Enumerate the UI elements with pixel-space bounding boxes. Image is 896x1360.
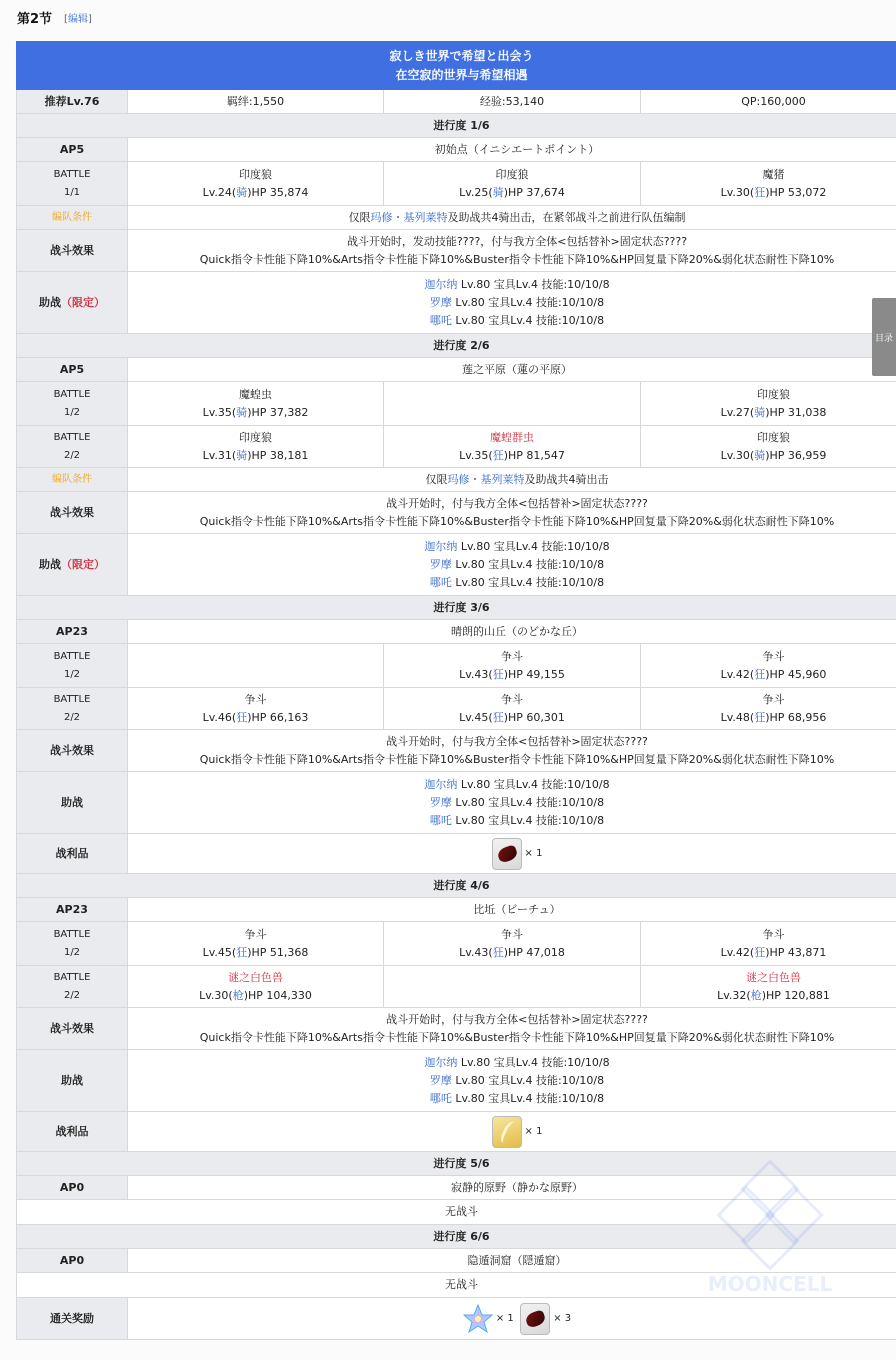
- ap-cost: AP23: [17, 620, 128, 644]
- progress-header: 进行度 4/6: [17, 874, 896, 898]
- progress-header: 进行度 5/6: [17, 1152, 896, 1176]
- loot-label: 战利品: [17, 834, 128, 874]
- enemy-cell: 谜之白色兽 Lv.30(枪)HP 104,330: [128, 966, 384, 1008]
- servant-link[interactable]: 罗摩: [429, 1073, 452, 1087]
- servant-link[interactable]: 哪吒: [429, 1091, 452, 1105]
- ap-cost: AP5: [17, 358, 128, 382]
- formation-label: 编队条件: [17, 468, 128, 492]
- support-list: [128, 772, 896, 834]
- support-label: 助战（限定）: [17, 534, 128, 596]
- servant-link[interactable]: 哪吒: [429, 813, 452, 827]
- battle-effect: 战斗开始时，付与我方全体<包括替补>固定状态???? Quick指令卡性能下降10%&Arts指令卡性能下降10%&Buster指令卡性能下降10%&HP回复量下降20%&弱化状态耐性下降10%: [128, 1008, 896, 1050]
- support-servant: 迦尔纳 Lv.80 宝具Lv.4 技能:10/10/8: [424, 539, 610, 553]
- battle-effect: 战斗开始时，发动技能????，付与我方全体<包括替补>固定状态???? Quick指令卡性能下降10%&Arts指令卡性能下降10%&Buster指令卡性能下降10%&HP回复量下降20%&弱化状态耐性下降10%: [128, 230, 896, 272]
- support-servant: 迦尔纳 Lv.80 宝具Lv.4 技能:10/10/8: [424, 777, 610, 791]
- ap-cost: AP0: [17, 1176, 128, 1200]
- quest-banner: [17, 42, 896, 90]
- quest-title-cn: 在空寂的世界与希望相遇: [395, 67, 528, 82]
- edit-link[interactable]: [编辑]: [64, 13, 92, 25]
- no-battle-text: 无战斗: [17, 1273, 896, 1298]
- support-list: [128, 534, 896, 596]
- location-name: 寂静的原野（静かな原野）: [128, 1176, 896, 1200]
- effect-label: 战斗效果: [17, 492, 128, 534]
- ap-cost: AP23: [17, 898, 128, 922]
- location-name: 隐遁洞窟（隠遁窟）: [128, 1249, 896, 1273]
- enemy-cell: 魔猪 Lv.30(狂)HP 53,072: [641, 162, 896, 206]
- battle-label: BATTLE 2/2: [17, 426, 128, 468]
- support-label: 助战（限定）: [17, 272, 128, 334]
- servant-link[interactable]: 哪吒: [429, 575, 452, 589]
- ap-cost: AP0: [17, 1249, 128, 1273]
- location-name: 比坵（ビーチュ）: [128, 898, 896, 922]
- support-label: 助战: [17, 1050, 128, 1112]
- support-servant: 哪吒 Lv.80 宝具Lv.4 技能:10/10/8: [429, 313, 605, 327]
- battle-label: BATTLE 1/1: [17, 162, 128, 206]
- formation-label: 编队条件: [17, 206, 128, 230]
- enemy-cell: 谜之白色兽 Lv.32(枪)HP 120,881: [641, 966, 896, 1008]
- exp-value: 经验:53,140: [384, 90, 641, 114]
- formation-condition: 仅限玛修・基列莱特及助战共4骑出击，在紧邻战斗之前进行队伍编制: [128, 206, 896, 230]
- enemy-cell: 争斗 Lv.45(狂)HP 51,368: [128, 922, 384, 966]
- battle-label: BATTLE 1/2: [17, 922, 128, 966]
- support-servant: 罗摩 Lv.80 宝具Lv.4 技能:10/10/8: [429, 295, 605, 309]
- no-battle-text: 无战斗: [17, 1200, 896, 1225]
- section-title: 第2节: [17, 11, 53, 27]
- servant-link[interactable]: 哪吒: [429, 313, 452, 327]
- servant-link[interactable]: 迦尔纳: [424, 277, 458, 291]
- loot-list: × 1: [128, 834, 896, 874]
- quest-title-jp: 寂しき世界で希望と出会う: [389, 48, 534, 63]
- progress-header: 进行度 3/6: [17, 596, 896, 620]
- enemy-cell: 印度狼 Lv.27(骑)HP 31,038: [641, 382, 896, 426]
- bond-value: 羁绊:1,550: [128, 90, 384, 114]
- progress-header: 进行度 2/6: [17, 334, 896, 358]
- enemy-cell: 争斗 Lv.48(狂)HP 68,956: [641, 688, 896, 730]
- servant-link[interactable]: 罗摩: [429, 795, 452, 809]
- enemy-cell: 争斗 Lv.42(狂)HP 43,871: [641, 922, 896, 966]
- location-name: 初始点（イニシエートポイント）: [128, 138, 896, 162]
- progress-header: 进行度 1/6: [17, 114, 896, 138]
- support-label: 助战: [17, 772, 128, 834]
- support-list: [128, 272, 896, 334]
- location-name: 晴朗的山丘（のどかな丘）: [128, 620, 896, 644]
- enemy-cell: 印度狼 Lv.31(骑)HP 38,181: [128, 426, 384, 468]
- servant-link[interactable]: 迦尔纳: [424, 539, 458, 553]
- feather-item-icon[interactable]: [492, 1116, 522, 1148]
- battle-label: BATTLE 1/2: [17, 644, 128, 688]
- section-heading: [17, 7, 92, 27]
- support-servant: 罗摩 Lv.80 宝具Lv.4 技能:10/10/8: [429, 1073, 605, 1087]
- loot-label: 战利品: [17, 1112, 128, 1152]
- claw-item-icon[interactable]: [520, 1303, 550, 1335]
- servant-link[interactable]: 罗摩: [429, 557, 452, 571]
- formation-condition: 仅限玛修・基列莱特及助战共4骑出击: [128, 468, 896, 492]
- servant-link[interactable]: 罗摩: [429, 295, 452, 309]
- quest-info-row: [17, 90, 896, 114]
- effect-label: 战斗效果: [17, 230, 128, 272]
- loot-list: × 1: [128, 1112, 896, 1152]
- toc-toggle-button[interactable]: 目录: [872, 298, 896, 376]
- support-servant: 迦尔纳 Lv.80 宝具Lv.4 技能:10/10/8: [424, 1055, 610, 1069]
- enemy-cell: 争斗 Lv.42(狂)HP 45,960: [641, 644, 896, 688]
- servant-link[interactable]: 玛修・基列莱特: [370, 210, 448, 224]
- enemy-cell: 争斗 Lv.43(狂)HP 47,018: [384, 922, 641, 966]
- qp-value: QP:160,000: [641, 90, 896, 114]
- clear-reward-label: 通关奖励: [17, 1298, 128, 1340]
- claw-item-icon[interactable]: [492, 838, 522, 870]
- clear-reward-list: × 1 × 3: [128, 1298, 896, 1340]
- ap-cost: AP5: [17, 138, 128, 162]
- support-servant: 哪吒 Lv.80 宝具Lv.4 技能:10/10/8: [429, 813, 605, 827]
- servant-link[interactable]: 迦尔纳: [424, 777, 458, 791]
- servant-link[interactable]: 玛修・基列莱特: [447, 472, 525, 486]
- support-servant: 罗摩 Lv.80 宝具Lv.4 技能:10/10/8: [429, 795, 605, 809]
- servant-link[interactable]: 迦尔纳: [424, 1055, 458, 1069]
- saint-quartz-icon[interactable]: [463, 1304, 493, 1334]
- enemy-cell: 印度狼 Lv.30(骑)HP 36,959: [641, 426, 896, 468]
- enemy-cell: 争斗 Lv.46(狂)HP 66,163: [128, 688, 384, 730]
- battle-effect: 战斗开始时，付与我方全体<包括替补>固定状态???? Quick指令卡性能下降10%&Arts指令卡性能下降10%&Buster指令卡性能下降10%&HP回复量下降20%&弱化状态耐性下降10%: [128, 492, 896, 534]
- quest-table: [16, 41, 896, 1340]
- progress-header: 进行度 6/6: [17, 1225, 896, 1249]
- enemy-cell: 魔蝗虫 Lv.35(骑)HP 37,382: [128, 382, 384, 426]
- enemy-cell-empty: [128, 644, 384, 688]
- enemy-cell: 争斗 Lv.45(狂)HP 60,301: [384, 688, 641, 730]
- support-servant: 迦尔纳 Lv.80 宝具Lv.4 技能:10/10/8: [424, 277, 610, 291]
- support-servant: 哪吒 Lv.80 宝具Lv.4 技能:10/10/8: [429, 1091, 605, 1105]
- support-servant: 罗摩 Lv.80 宝具Lv.4 技能:10/10/8: [429, 557, 605, 571]
- enemy-cell: 魔蝗群虫 Lv.35(狂)HP 81,547: [384, 426, 641, 468]
- battle-label: BATTLE 2/2: [17, 688, 128, 730]
- enemy-cell: 印度狼 Lv.24(骑)HP 35,874: [128, 162, 384, 206]
- enemy-cell: 争斗 Lv.43(狂)HP 49,155: [384, 644, 641, 688]
- effect-label: 战斗效果: [17, 730, 128, 772]
- enemy-cell-empty: [384, 966, 641, 1008]
- enemy-cell: 印度狼 Lv.25(骑)HP 37,674: [384, 162, 641, 206]
- effect-label: 战斗效果: [17, 1008, 128, 1050]
- battle-label: BATTLE 2/2: [17, 966, 128, 1008]
- enemy-cell-empty: [384, 382, 641, 426]
- location-name: 莲之平原（蓮の平原）: [128, 358, 896, 382]
- battle-label: BATTLE 1/2: [17, 382, 128, 426]
- support-servant: 哪吒 Lv.80 宝具Lv.4 技能:10/10/8: [429, 575, 605, 589]
- battle-effect: 战斗开始时，付与我方全体<包括替补>固定状态???? Quick指令卡性能下降10%&Arts指令卡性能下降10%&Buster指令卡性能下降10%&HP回复量下降20%&弱化状态耐性下降10%: [128, 730, 896, 772]
- support-list: [128, 1050, 896, 1112]
- recommended-level: 推荐Lv.76: [17, 90, 128, 114]
